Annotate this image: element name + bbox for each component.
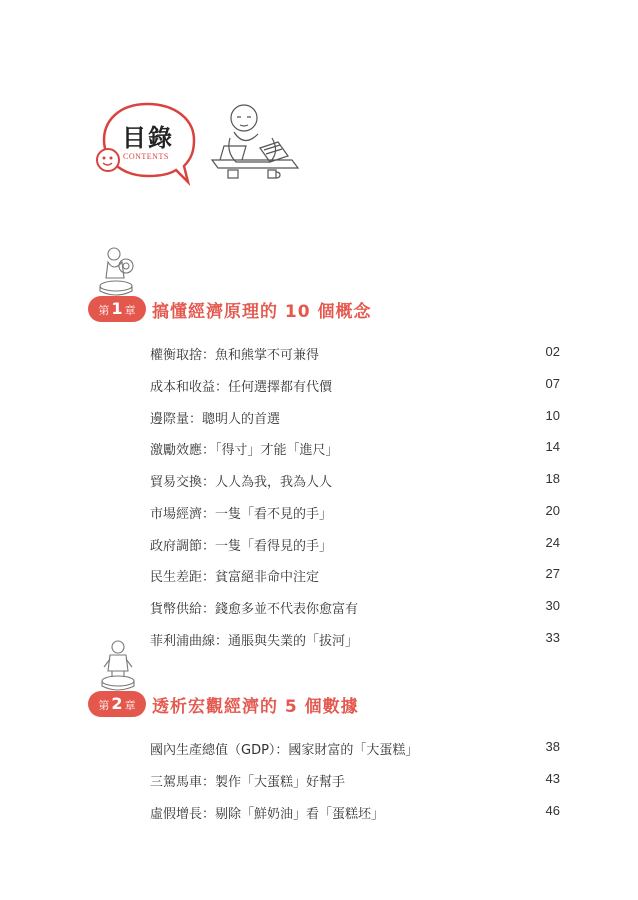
chapter-badge bbox=[88, 691, 146, 717]
chapter-number: 1 bbox=[111, 299, 123, 318]
toc-entry-label: 菲利浦曲線：通脹與失業的「拔河」 bbox=[150, 634, 359, 649]
toc-subtitle: CONTENTS bbox=[123, 152, 169, 161]
toc-entry-label: 成本和收益：任何選擇都有代價 bbox=[150, 380, 333, 395]
toc-entry-label: 市場經濟：一隻「看不見的手」 bbox=[150, 507, 333, 522]
chapter-heading bbox=[88, 296, 568, 336]
toc-entry-page: 20 bbox=[545, 503, 560, 518]
toc-entry-page: 33 bbox=[545, 630, 560, 645]
toc-entry[interactable] bbox=[150, 598, 560, 618]
chapter-badge-suffix: 章 bbox=[124, 699, 136, 712]
toc-entry-label: 貿易交換：人人為我，我為人人 bbox=[150, 475, 333, 490]
toc-entry-label: 三駕馬車：製作「大蛋糕」好幫手 bbox=[150, 775, 346, 790]
toc-entry-page: 24 bbox=[545, 535, 560, 550]
toc-entry[interactable] bbox=[150, 630, 560, 650]
toc-entry[interactable] bbox=[150, 344, 560, 364]
figure-on-pedestal-icon bbox=[96, 639, 140, 693]
chapter-title: 透析宏觀經濟的 5 個數據 bbox=[152, 697, 359, 717]
toc-entry[interactable] bbox=[150, 803, 560, 823]
toc-entry[interactable] bbox=[150, 535, 560, 555]
toc-entry[interactable] bbox=[150, 566, 560, 586]
toc-entry-page: 38 bbox=[545, 739, 560, 754]
toc-entry[interactable] bbox=[150, 439, 560, 459]
chapter-badge-prefix: 第 bbox=[98, 304, 110, 317]
toc-entry-page: 27 bbox=[545, 566, 560, 581]
figure-with-gears-icon bbox=[96, 244, 140, 298]
toc-entry-label: 權衡取捨：魚和熊掌不可兼得 bbox=[150, 348, 320, 363]
chapter-badge-suffix: 章 bbox=[124, 304, 136, 317]
toc-entry-page: 46 bbox=[545, 803, 560, 818]
toc-entry-page: 02 bbox=[545, 344, 560, 359]
chapter-1 bbox=[88, 296, 568, 649]
toc-entry-label: 邊際量：聰明人的首選 bbox=[150, 412, 281, 427]
chapter-2 bbox=[88, 691, 568, 822]
toc-entry-page: 14 bbox=[545, 439, 560, 454]
toc-entry-label: 激勵效應：「得寸」才能「進尺」 bbox=[150, 443, 339, 458]
toc-entry-page: 30 bbox=[545, 598, 560, 613]
toc-entry[interactable] bbox=[150, 771, 560, 791]
toc-entry-label: 貨幣供給：錢愈多並不代表你愈富有 bbox=[150, 602, 359, 617]
toc-entry[interactable] bbox=[150, 408, 560, 428]
toc-entry[interactable] bbox=[150, 739, 560, 759]
toc-entry-label: 國內生產總值（GDP）：國家財富的「大蛋糕」 bbox=[150, 743, 419, 758]
chapter-badge-prefix: 第 bbox=[98, 699, 110, 712]
toc-title: 目錄 bbox=[122, 124, 174, 152]
toc-entry-label: 政府調節：一隻「看得見的手」 bbox=[150, 539, 333, 554]
toc-entry[interactable] bbox=[150, 376, 560, 396]
toc-entry-label: 虛假增長：剔除「鮮奶油」看「蛋糕坯」 bbox=[150, 807, 385, 822]
toc-entry-page: 43 bbox=[545, 771, 560, 786]
toc-header bbox=[92, 96, 312, 196]
toc-entry-page: 18 bbox=[545, 471, 560, 486]
toc-entry[interactable] bbox=[150, 471, 560, 491]
person-at-desk-icon bbox=[204, 98, 304, 182]
chapter-number: 2 bbox=[111, 694, 123, 713]
chapter-heading bbox=[88, 691, 568, 731]
toc-entry-page: 10 bbox=[545, 408, 560, 423]
chapter-badge bbox=[88, 296, 146, 322]
toc-entry[interactable] bbox=[150, 503, 560, 523]
toc-entry-page: 07 bbox=[545, 376, 560, 391]
toc-entry-label: 民生差距：貧富絕非命中注定 bbox=[150, 570, 320, 585]
chapter-title: 搞懂經濟原理的 10 個概念 bbox=[152, 302, 372, 322]
